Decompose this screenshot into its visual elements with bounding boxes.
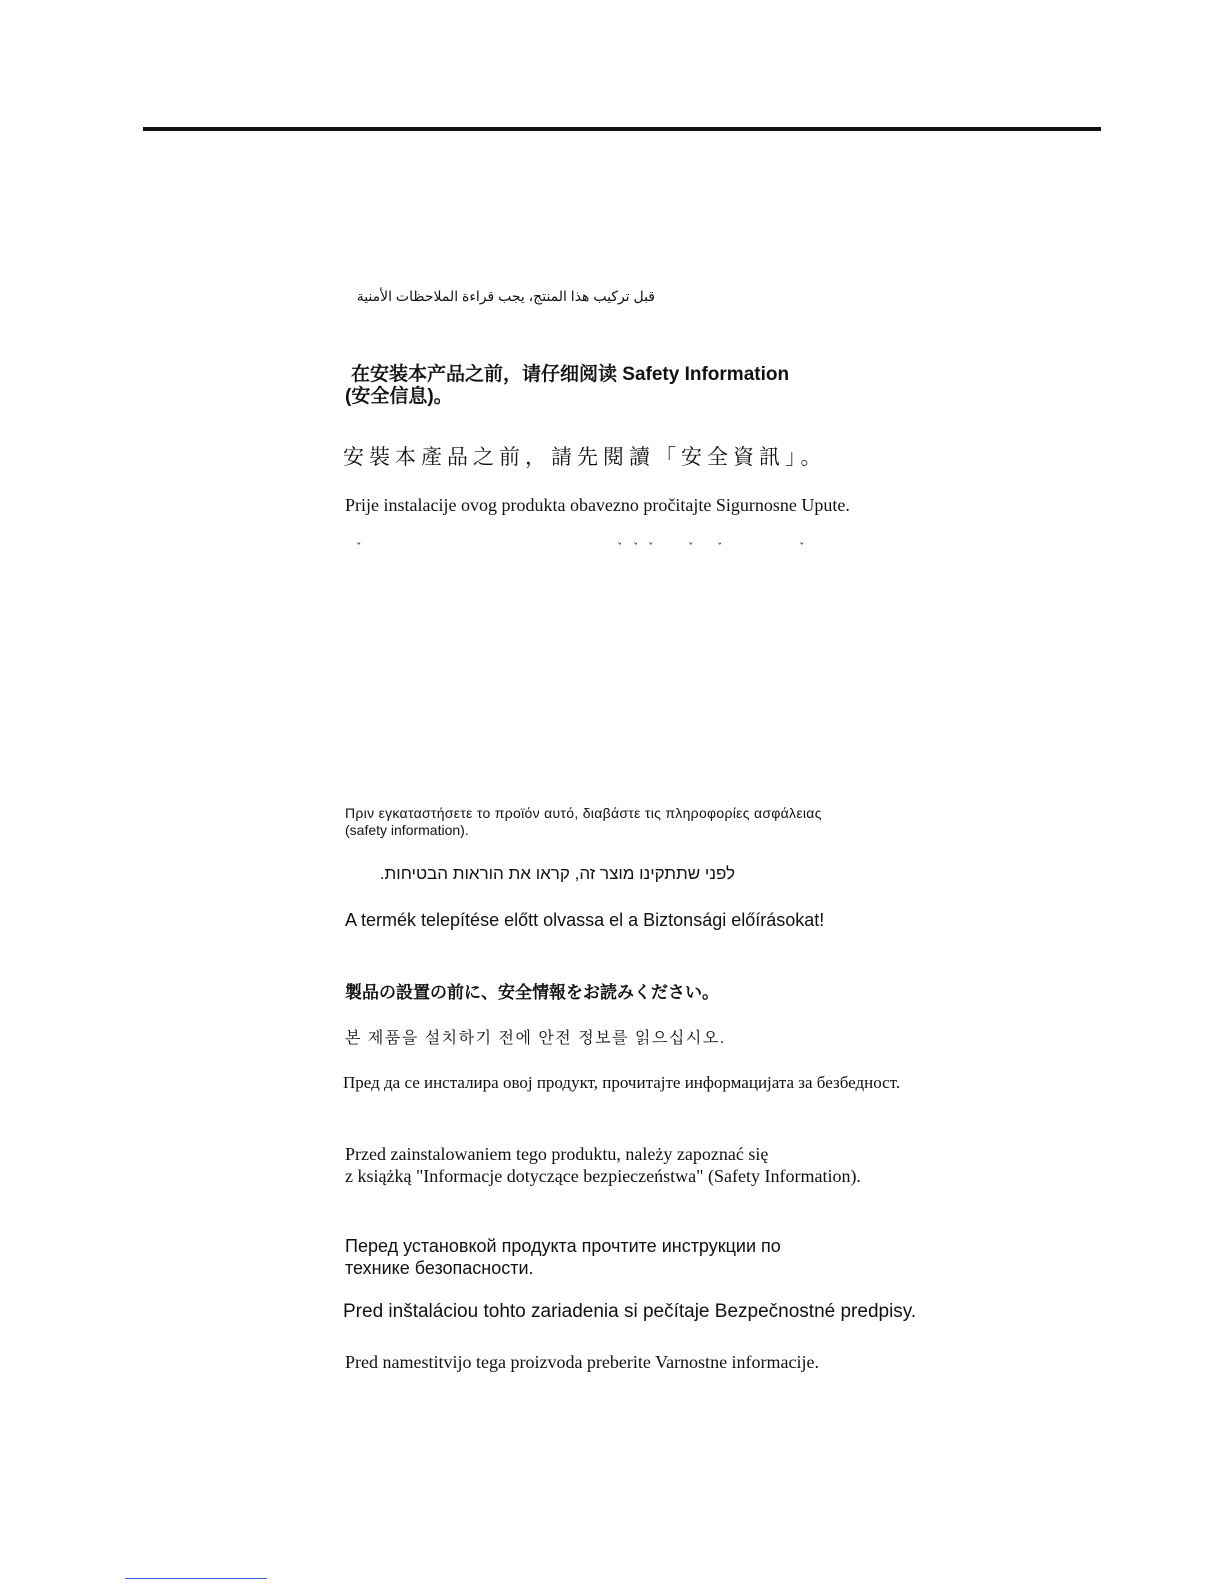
greek-safety-notice: Πριν εγκαταστήσετε το προϊόν αυτό, διαβάστε τις πληροφορίες ασφάλειας — [345, 805, 822, 821]
croatian-safety-notice: Prije instalacije ovog produkta obavezno pročitajte Sigurnosne Upute. — [345, 495, 850, 515]
macedonian-safety-notice: Пред да се инсталира овој продукт, прочитајте информацијата за безбедност. — [343, 1073, 901, 1092]
stray-caron-mark: ˇ — [688, 541, 694, 554]
stray-caron-mark: ˇ — [717, 541, 723, 554]
bottom-link-underline — [125, 1578, 267, 1579]
korean-safety-notice: 본 제품을 설치하기 전에 안전 정보를 읽으십시오. — [345, 1030, 726, 1047]
polish-safety-notice-cont: z książką "Informacje dotyczące bezpieczeństwa" (Safety Information). — [345, 1166, 861, 1186]
greek-safety-notice-cont: (safety information). — [345, 822, 469, 838]
polish-safety-notice: Przed zainstalowaniem tego produktu, należy zapoznać się — [345, 1144, 769, 1164]
stray-caron-mark: ˇ — [799, 541, 805, 554]
chinese-traditional-safety-notice: 安裝本產品之前，請先閱讀「安全資訊」。 — [343, 445, 827, 469]
stray-caron-mark: ˇ — [617, 541, 623, 554]
stray-caron-mark: ˇ — [633, 541, 639, 554]
hebrew-safety-notice: לפני שתתקינו מוצר זה, קראו את הוראות הבטיחות. — [379, 864, 735, 883]
russian-safety-notice: Перед установкой продукта прочтите инструкции по — [345, 1236, 781, 1256]
top-rule — [143, 127, 1101, 131]
russian-safety-notice-cont: технике безопасности. — [345, 1258, 534, 1278]
chinese-simplified-safety-notice-cont: (安全信息)。 — [345, 386, 453, 407]
chinese-simplified-safety-notice: 在安装本产品之前，请仔细阅读 Safety Information — [351, 364, 790, 385]
hungarian-safety-notice: A termék telepítése előtt olvassa el a Biztonsági előírásokat! — [345, 910, 825, 930]
japanese-safety-notice: 製品の設置の前に、安全情報をお読みください。 — [345, 983, 719, 1002]
stray-caron-mark: ˇ — [356, 541, 362, 554]
slovak-safety-notice: Pred inštaláciou tohto zariadenia si pečítaje Bezpečnostné predpisy. — [343, 1301, 917, 1322]
stray-caron-mark: ˇ — [648, 541, 654, 554]
arabic-safety-notice: قبل تركيب هذا المنتج، يجب قراءة الملاحظات الأمنية — [356, 288, 655, 304]
slovenian-safety-notice: Pred namestitvijo tega proizvoda preberite Varnostne informacije. — [345, 1352, 820, 1372]
